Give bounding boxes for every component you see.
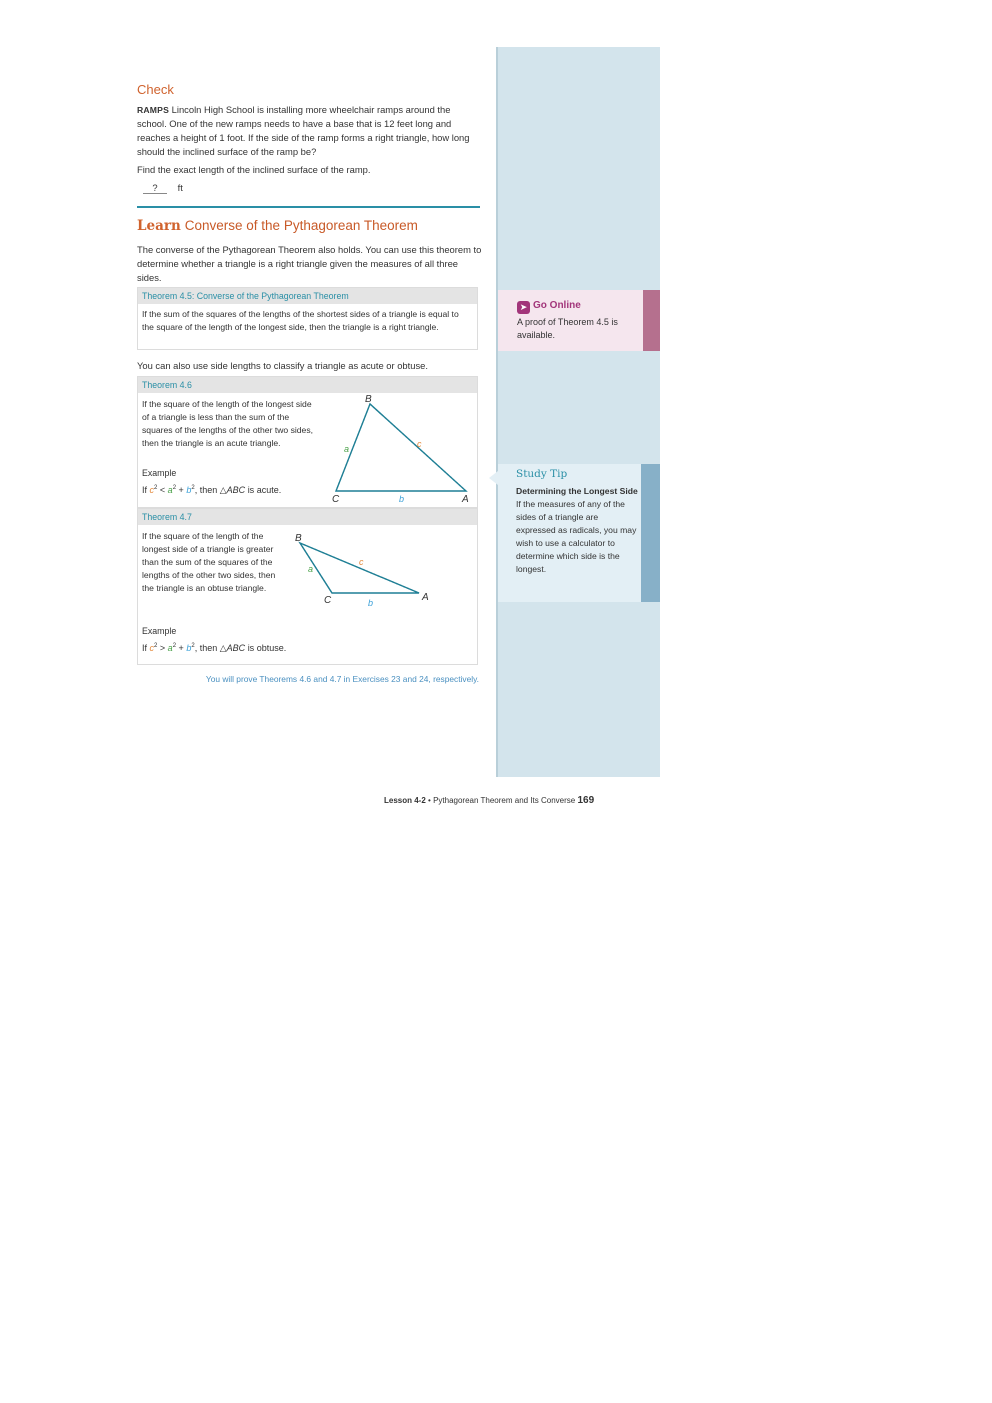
theorem-4-5-heading: Theorem 4.5: Converse of the Pythagorean Theorem — [138, 288, 477, 304]
check-heading: Check — [137, 82, 174, 97]
ex-triangle: △ABC — [219, 485, 246, 495]
check-instruction: Find the exact length of the inclined surface of the ramp. — [137, 164, 371, 175]
learn-label: Learn — [137, 218, 181, 234]
margin-sidebar — [496, 47, 660, 777]
page-footer — [384, 795, 594, 806]
section-rule — [137, 206, 480, 208]
study-tip-pointer — [489, 471, 498, 485]
side-b-label: b — [399, 494, 405, 504]
theorem-4-6-heading: Theorem 4.6 — [138, 377, 477, 393]
ex-then: , then — [194, 485, 218, 495]
answer-row — [143, 182, 183, 194]
vertex-c-label: C — [324, 595, 332, 606]
learn-heading — [137, 218, 418, 234]
study-tip-text: If the measures of any of the sides of a triangle are expressed as radicals, you may wish to use a calculator to determine which side is the longest. — [516, 499, 637, 574]
classify-note: You can also use side lengths to classify a triangle as acute or obtuse. — [137, 360, 428, 371]
ex-plus: + — [178, 485, 184, 495]
vertex-b-label: B — [365, 394, 372, 405]
ex-result: is acute. — [247, 485, 282, 495]
ex-b: b — [186, 485, 192, 495]
ex-sup: 2 — [154, 485, 158, 491]
sidebar-divider — [496, 47, 498, 777]
side-c-label: c — [359, 557, 364, 567]
ex-a: a — [167, 485, 173, 495]
study-tip-body — [516, 485, 638, 576]
theorem-4-5-body: If the sum of the squares of the lengths of the shortest sides of a triangle is equal to the square of the length of the longest side, then the triangle is a right triangle. — [142, 309, 459, 332]
theorem-4-7-heading: Theorem 4.7 — [138, 509, 477, 525]
theorem-4-7-box — [137, 508, 478, 665]
acute-triangle — [336, 404, 466, 491]
side-a-label: a — [308, 564, 314, 574]
prove-note: You will prove Theorems 4.6 and 4.7 in Exercises 23 and 24, respectively. — [205, 674, 479, 684]
learn-intro: The converse of the Pythagorean Theorem also holds. You can use this theorem to determine whether a triangle is a right triangle given the measures of all three sides. — [137, 244, 482, 283]
theorem-4-7-example: If $c^2 > a^2 + b^2$, then △ABC is obtuse. — [142, 643, 287, 653]
acute-triangle-diagram — [328, 391, 476, 507]
obtuse-triangle-diagram — [290, 529, 435, 614]
vertex-c-label: C — [332, 494, 340, 505]
check-problem-text: Lincoln High School is installing more wheelchair ramps around the school. One of the new ramps needs to have a base that is 12 feet long and reaches a height of 1 foot. If the side of the ramp forms a right triangle, how long should the inclined surface of the ramp be? — [137, 104, 470, 157]
go-online-body: A proof of Theorem 4.5 is available. — [517, 317, 618, 340]
vertex-a-label: A — [462, 494, 469, 505]
go-online-title[interactable]: ➤ Go Online — [517, 300, 581, 314]
ex-op: < — [159, 485, 166, 495]
ex-c: c — [149, 485, 155, 495]
footer-bullet: • — [428, 796, 431, 805]
study-tip-lead: Determining the Longest Side — [516, 486, 638, 496]
theorem-4-6-example-label: Example — [142, 468, 177, 478]
vertex-a-label: A — [422, 592, 429, 603]
theorem-4-6-body: If the square of the length of the longest side of a triangle is less than the sum of the squares of the lengths of the other two sides, then the triangle is an acute triangle. — [142, 399, 314, 448]
study-tip-title: Study Tip — [516, 468, 568, 480]
go-online-tab — [643, 290, 660, 351]
page-number: 169 — [577, 795, 595, 806]
footer-lesson: Lesson 4-2 — [384, 796, 426, 805]
side-c-label: c — [417, 439, 422, 449]
footer-title: Pythagorean Theorem and Its Converse — [433, 796, 576, 805]
check-problem — [137, 103, 482, 159]
theorem-4-7-body: If the square of the length of the longest side of a triangle is greater than the sum of the squares of the lengths of the other two sides, then the triangle is an obtuse triangle. — [142, 531, 276, 593]
cursor-icon: ➤ — [517, 301, 530, 314]
theorem-4-6-example: If $c^2 < a^2 + b^2$, then △ABC is acute. — [142, 485, 282, 495]
study-tip-tab — [641, 464, 660, 602]
side-b-label: b — [368, 598, 374, 608]
answer-input[interactable]: ? — [143, 182, 167, 194]
answer-unit: ft — [177, 182, 183, 193]
theorem-4-5-box — [137, 287, 478, 350]
side-a-label: a — [344, 444, 350, 454]
check-lead: RAMPS — [137, 105, 170, 115]
theorem-4-6-box — [137, 376, 478, 508]
ex-if: If — [142, 485, 148, 495]
theorem-4-7-example-label: Example — [142, 626, 177, 636]
vertex-b-label: B — [295, 533, 302, 544]
learn-title: Converse of the Pythagorean Theorem — [184, 218, 418, 233]
